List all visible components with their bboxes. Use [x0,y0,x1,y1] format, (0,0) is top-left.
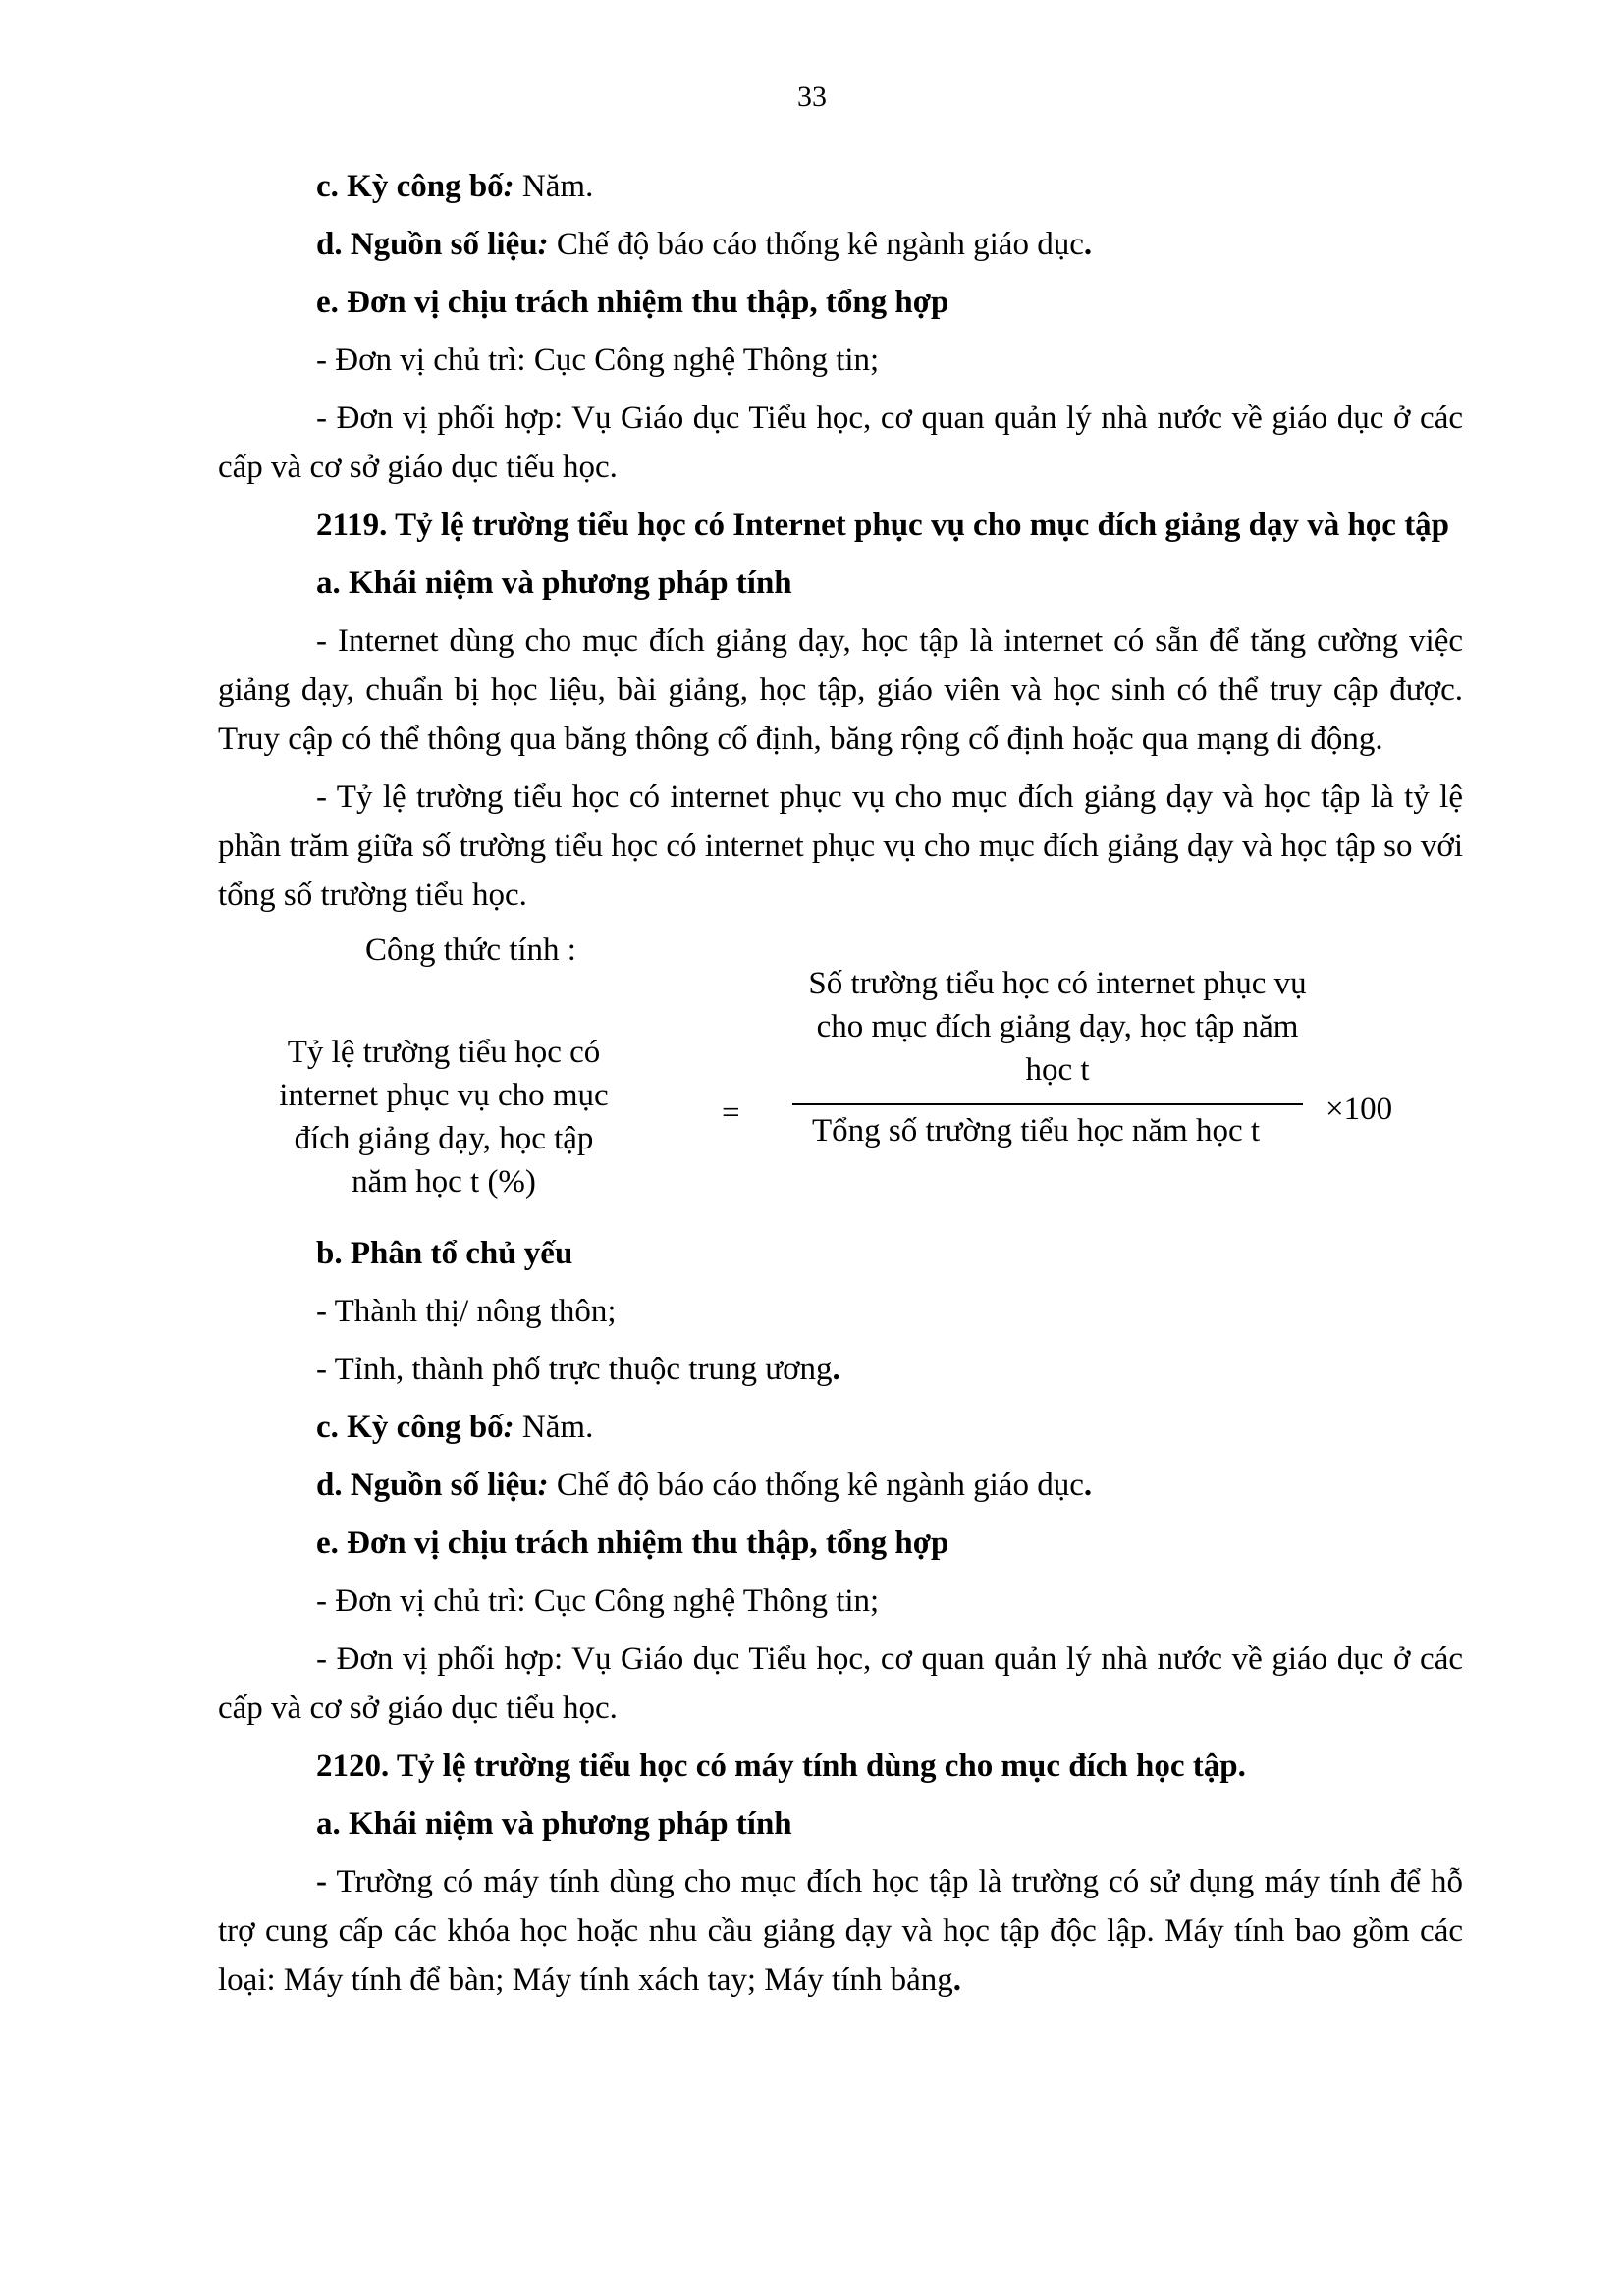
responsible-unit-heading: e. Đơn vị chịu trách nhiệm thu thập, tổng hợp [316,1525,949,1561]
indicator-title-2120: 2120. Tỷ lệ trường tiểu học có máy tính dùng cho mục đích học tập. [316,1748,1246,1784]
responsible-unit-heading: e. Đơn vị chịu trách nhiệm thu thập, tổng hợp [316,285,949,320]
text: Trường có máy tính dùng cho mục đích học tập là trường có sử dụng máy tính để hỗ trợ cung cấp các khóa học hoặc nhu cầu giảng dạy và học tập độc lập. Máy tính bao gồm các loại: Máy tính để bàn; Máy tính xách tay; Máy tính bảng [218,1864,1463,1998]
formula-denominator: Tổng số trường tiểu học năm học t [812,1113,1261,1148]
concept-paragraph: - Internet dùng cho mục đích giảng dạy, học tập là internet có sẵn để tăng cường việc giảng dạy, chuẩn bị học liệu, bài giảng, học tập, giáo viên và học sinh có thể truy cập được. Truy cập có thể thông qua băng thông cố định, băng rộng cố định hoặc qua mạng di động. [218,623,1463,757]
label: d. Nguồn số liệu [316,1468,538,1503]
period: . [1083,227,1093,262]
formula [218,929,1463,1223]
coordinating-unit: - Đơn vị phối hợp: Vụ Giáo dục Tiểu học, cơ quan quản lý nhà nước về giáo dục ở các cấp và cơ sở giáo dục tiểu học. [218,400,1463,485]
equals-sign: = [722,1095,740,1131]
formula-numerator: Số trường tiểu học có internet phục vụ cho mục đích giảng dạy, học tập năm học t [808,966,1307,1088]
label: c. Kỳ công bố [316,1410,504,1445]
page-number: 33 [797,80,827,113]
dash: - [316,1864,327,1899]
fraction-bar [792,1103,1303,1105]
period: . [832,1352,840,1387]
document-body [218,162,1463,2013]
value: Năm. [514,169,594,204]
breakdown-item [218,1345,1463,1394]
value: Chế độ báo cáo thống kê ngành giáo dục [548,1468,1084,1503]
coordinating-unit: - Đơn vị phối hợp: Vụ Giáo dục Tiểu học, cơ quan quản lý nhà nước về giáo dục ở các cấp và cơ sở giáo dục tiểu học. [218,1641,1463,1726]
publication-period [218,162,1463,211]
formula-left-side: Tỷ lệ trường tiểu học có internet phục vụ cho mục đích giảng dạy, học tập năm học t (%) [279,1035,609,1200]
colon: : [537,227,549,262]
lead-unit: - Đơn vị chủ trì: Cục Công nghệ Thông tin; [316,343,880,378]
colon: : [537,1468,549,1503]
breakdown-item: - Thành thị/ nông thôn; [316,1294,617,1329]
colon: : [503,1410,514,1445]
concept-paragraph [218,1857,1463,2004]
definition-paragraph: - Tỷ lệ trường tiểu học có internet phục vụ cho mục đích giảng dạy và học tập là tỷ lệ phần trăm giữa số trường tiểu học có internet phục vụ cho mục đích giảng dạy và học tập so với tổng số trường tiểu học. [218,779,1463,913]
formula-multiplier: ×100 [1326,1092,1393,1127]
text: - Tỉnh, thành phố trực thuộc trung ương [316,1352,833,1387]
lead-unit: - Đơn vị chủ trì: Cục Công nghệ Thông tin; [316,1583,880,1619]
value: Năm. [514,1410,594,1445]
value: Chế độ báo cáo thống kê ngành giáo dục [548,227,1084,262]
concept-heading: a. Khái niệm và phương pháp tính [316,565,792,601]
period: . [1083,1468,1093,1503]
label: d. Nguồn số liệu [316,227,538,262]
publication-period [218,1403,1463,1452]
period: . [952,1962,962,1998]
breakdown-heading: b. Phân tổ chủ yếu [316,1236,573,1271]
concept-heading: a. Khái niệm và phương pháp tính [316,1806,792,1842]
formula-caption: Công thức tính : [365,933,576,968]
data-source [218,220,1463,269]
label: c. Kỳ công bố [316,169,504,204]
indicator-title-2119: 2119. Tỷ lệ trường tiểu học có Internet phục vụ cho mục đích giảng dạy và học tập [316,507,1450,543]
colon: : [503,169,514,204]
data-source [218,1461,1463,1510]
